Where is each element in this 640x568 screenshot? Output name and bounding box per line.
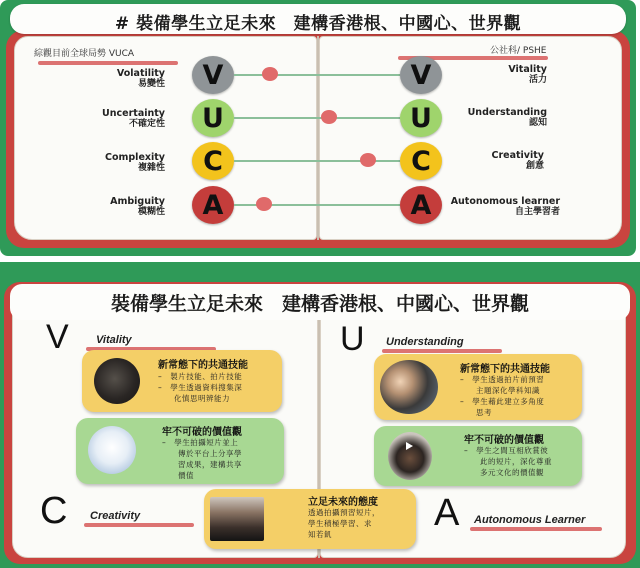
a-section-name: Autonomous Learner bbox=[474, 514, 586, 526]
u-values-card bbox=[374, 426, 582, 486]
a-section-underline bbox=[470, 527, 602, 531]
c-connector-dot bbox=[360, 153, 376, 167]
v-connector bbox=[234, 74, 400, 76]
right-label-autonomous-learner: Autonomous learner 自主學習者 bbox=[450, 196, 560, 217]
right-label-understanding: Understanding 認知 bbox=[467, 107, 547, 128]
left-label-ambiguity: Ambiguity 模糊性 bbox=[110, 196, 165, 217]
u-letter: U bbox=[340, 320, 365, 358]
left-label-uncertainty: Uncertainty 不確定性 bbox=[102, 108, 165, 129]
play-icon bbox=[406, 442, 413, 450]
v-skills-photo bbox=[94, 358, 140, 404]
left-tag: 綜觀目前全球局勢 VUCA bbox=[34, 49, 135, 59]
v-connector-dot bbox=[262, 67, 278, 81]
vuca-detail-panel bbox=[0, 262, 640, 568]
c-section-underline bbox=[84, 523, 194, 527]
title-banner bbox=[10, 4, 626, 34]
right-label-vitality: Vitality 活力 bbox=[508, 64, 547, 85]
right-label-creativity: Creativity 創意 bbox=[491, 150, 544, 171]
page-title: 裝備學生立足未來 建構香港根、中國心、世界觀 bbox=[110, 293, 529, 315]
u-section-underline bbox=[382, 349, 502, 353]
c-letter: C bbox=[40, 490, 68, 532]
left-label-complexity: Complexity 複雜性 bbox=[104, 152, 165, 173]
a-letter: A bbox=[434, 492, 460, 534]
c-attitude-heading: 立足未來的態度 bbox=[308, 497, 378, 508]
v-values-card bbox=[76, 418, 284, 484]
left-tag-underline bbox=[38, 61, 178, 65]
a-circle-left: A bbox=[192, 186, 234, 224]
u-values-body: – 學生之間互相欣賞彼 此的短片，深化尊重 多元文化的價值觀 bbox=[464, 446, 552, 477]
v-circle-left: V bbox=[192, 56, 234, 94]
a-circle-right: A bbox=[400, 186, 442, 224]
u-circle-left: U bbox=[192, 99, 234, 137]
u-section-name: Understanding bbox=[386, 336, 464, 348]
u-connector bbox=[234, 117, 400, 119]
left-label-volatility: Volatility 易變性 bbox=[116, 68, 165, 89]
u-skills-card bbox=[374, 354, 582, 420]
title-banner bbox=[10, 284, 630, 320]
v-skills-heading: 新常態下的共通技能 bbox=[158, 360, 248, 371]
c-attitude-photo bbox=[210, 497, 264, 541]
v-letter: V bbox=[46, 318, 69, 356]
v-skills-card bbox=[82, 350, 282, 412]
u-values-photo bbox=[388, 432, 432, 480]
c-attitude-body: 透過拍攝預習短片， 學生積極學習、求 知若飢 bbox=[308, 508, 380, 539]
right-tag: 公社科/ PSHE bbox=[490, 46, 547, 56]
vuca-overview-panel bbox=[0, 0, 636, 256]
v-values-photo bbox=[88, 426, 136, 474]
c-circle-right: C bbox=[400, 142, 442, 180]
page-title: # 裝備學生立足未來 建構香港根、中國心、世界觀 bbox=[114, 14, 522, 34]
book-spine bbox=[317, 36, 319, 240]
u-skills-body: – 學生透過拍片前預習 主題深化學科知識 – 學生藉此建立多角度 思考 bbox=[460, 375, 545, 417]
c-attitude-card bbox=[204, 489, 416, 549]
u-skills-photo bbox=[380, 360, 438, 414]
u-circle-right: U bbox=[400, 99, 442, 137]
v-section-name: Vitality bbox=[96, 334, 132, 346]
c-section-name: Creativity bbox=[90, 510, 141, 522]
v-skills-body: – 製片技能、拍片技能 – 學生透過資料搜集深 化慎思明辨能力 bbox=[158, 372, 243, 403]
v-values-heading: 牢不可破的價值觀 bbox=[162, 427, 242, 438]
a-connector-dot bbox=[256, 197, 272, 211]
c-circle-left: C bbox=[192, 142, 234, 180]
u-connector-dot bbox=[321, 110, 337, 124]
u-values-heading: 牢不可破的價值觀 bbox=[464, 435, 544, 446]
v-circle-right: V bbox=[400, 56, 442, 94]
u-skills-heading: 新常態下的共通技能 bbox=[460, 364, 550, 375]
v-values-body: – 學生拍攝短片並上 傳於平台上分享學 習成果，建構共享 價值 bbox=[162, 438, 242, 480]
